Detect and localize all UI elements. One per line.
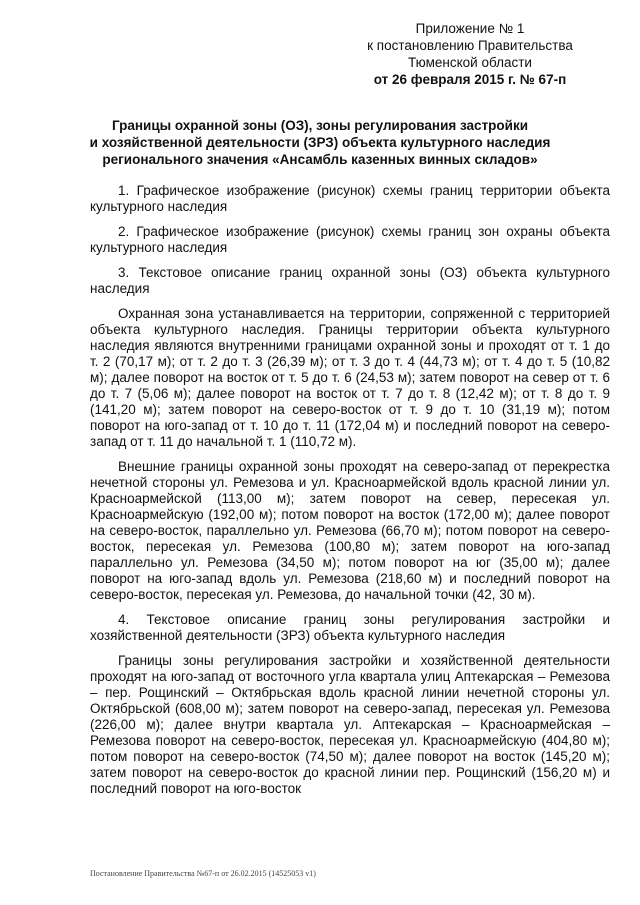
paragraph-2: 2. Графическое изображение (рисунок) схемы границ зон охраны объекта культурного наследия	[90, 224, 610, 255]
appendix-region: Тюменской области	[408, 55, 532, 70]
appendix-number: Приложение № 1	[415, 21, 525, 36]
page-footer: Постановление Правительства №67-п от 26.02.2015 (14525053 v1)	[90, 869, 316, 878]
paragraph-3: 3. Текстовое описание границ охранной зоны (ОЗ) объекта культурного наследия	[90, 265, 610, 296]
paragraph-6: 4. Текстовое описание границ зоны регулирования застройки и хозяйственной деятельности (ЗРЗ) объекта культурного наследия	[90, 612, 610, 643]
document-body	[90, 183, 610, 806]
paragraph-5: Внешние границы охранной зоны проходят на северо-запад от перекрестка нечетной стороны ул. Ремезова и ул. Красноармейской вдоль красной линии ул. Красноармейской (113,00 м); затем поворот на север, пересекая ул. Красноармейскую (192,00 м); потом поворот на восток (172,00 м); далее поворот на северо-восток, параллельно ул. Ремезова (66,70 м); потом поворот на северо-восток, пересекая ул. Ремезова (100,80 м); затем поворот на юго-запад параллельно ул. Ремезова (34,50 м); потом поворот на юг (35,00 м); далее поворот на юго-запад вдоль ул. Ремезова (218,60 м) и последний поворот на северо-восток, пересекая ул. Ремезова, до начальной точки (42, 30 м).	[90, 459, 610, 602]
appendix-header	[330, 20, 610, 88]
title-line-3: регионального значения «Ансамбль казенных винных складов»	[102, 152, 538, 167]
appendix-date: от 26 февраля 2015 г. № 67-п	[373, 72, 567, 87]
paragraph-7: Границы зоны регулирования застройки и хозяйственной деятельности проходят на юго-запад от восточного угла квартала улиц Аптекарская – Ремезова – пер. Рощинский – Октябрьская вдоль красной линии нечетной стороны ул. Октябрьской (608,00 м); затем поворот на северо-запад, пересекая ул. Ремезова (226,00 м); далее внутри квартала ул. Аптекарская – Красноармейская – Ремезова поворот на северо-восток, пересекая ул. Красноармейскую (404,80 м); потом поворот на северо-восток (74,50 м); далее поворот на восток (145,20 м); затем поворот на северо-восток до красной линии пер. Рощинский (156,20 м) и последний поворот на юго-восток	[90, 653, 610, 796]
appendix-reference: к постановлению Правительства	[367, 38, 573, 53]
title-line-2: и хозяйственной деятельности (ЗРЗ) объекта культурного наследия	[89, 135, 551, 150]
paragraph-4: Охранная зона устанавливается на территории, сопряженной с территорией объекта культурного наследия. Границы территории объекта культурного наследия являются внутренними границами охранной зоны и проходят от т. 1 до т. 2 (70,17 м); от т. 2 до т. 3 (26,39 м); от т. 3 до т. 4 (44,73 м); от т. 4 до т. 5 (10,82 м); далее поворот на восток от т. 5 до т. 6 (24,53 м); затем поворот на север от т. 6 до т. 7 (5,06 м); далее поворот на восток от т. 7 до т. 8 (12,42 м); от т. 8 до т. 9 (141,20 м); затем поворот на северо-восток от т. 9 до т. 10 (31,19 м); потом поворот на юго-запад от т. 10 до т. 11 (172,04 м) и последний поворот на северо-запад от т. 11 до начальной т. 1 (110,72 м).	[90, 306, 610, 449]
paragraph-1: 1. Графическое изображение (рисунок) схемы границ территории объекта культурного наследия	[90, 183, 610, 214]
document-title	[80, 117, 560, 168]
title-line-1: Границы охранной зоны (ОЗ), зоны регулирования застройки	[111, 118, 529, 133]
